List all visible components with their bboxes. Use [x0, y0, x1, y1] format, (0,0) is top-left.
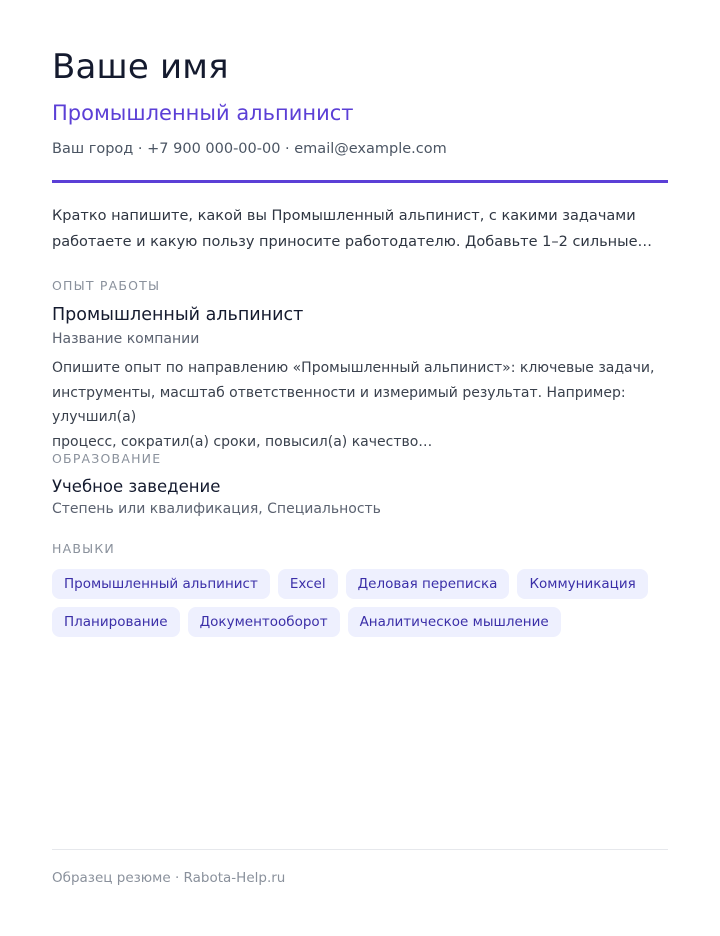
job-description-line: инструменты, масштаб ответственности и измеримый результат. Например: улучшил(а)	[52, 384, 626, 425]
skill-chip: Коммуникация	[517, 569, 647, 599]
candidate-name: Ваше имя	[52, 47, 229, 87]
footer-divider	[52, 849, 668, 850]
summary-line: Кратко напишите, какой вы Промышленный альпинист, с какими задачами	[52, 208, 636, 224]
summary-line: работаете и какую пользу приносите работодателю. Добавьте 1–2 сильные…	[52, 234, 653, 250]
skill-chip: Аналитическое мышление	[348, 607, 561, 637]
skill-chip: Промышленный альпинист	[52, 569, 270, 599]
summary	[52, 203, 668, 255]
education-institution: Учебное заведение	[52, 477, 221, 496]
skill-chip: Деловая переписка	[346, 569, 510, 599]
section-label-education: ОБРАЗОВАНИЕ	[52, 451, 162, 466]
section-label-skills: НАВЫКИ	[52, 541, 115, 556]
job-description	[52, 356, 668, 454]
header-divider	[52, 180, 668, 183]
skill-chip: Планирование	[52, 607, 180, 637]
company-name: Название компании	[52, 331, 200, 347]
job-description-line: Опишите опыт по направлению «Промышленный альпинист»: ключевые задачи,	[52, 360, 655, 376]
contact-line: Ваш город · +7 900 000-00-00 · email@example.com	[52, 141, 447, 157]
footer-text: Образец резюме · Rabota-Help.ru	[52, 870, 286, 886]
candidate-role: Промышленный альпинист	[52, 101, 354, 125]
job-title: Промышленный альпинист	[52, 305, 304, 325]
skills-list	[52, 569, 668, 637]
job-description-line: процесс, сократил(а) сроки, повысил(а) качество…	[52, 433, 433, 450]
education-details: Степень или квалификация, Специальность	[52, 501, 381, 517]
skill-chip: Excel	[278, 569, 338, 599]
section-label-experience: ОПЫТ РАБОТЫ	[52, 278, 161, 293]
skill-chip: Документооборот	[188, 607, 340, 637]
